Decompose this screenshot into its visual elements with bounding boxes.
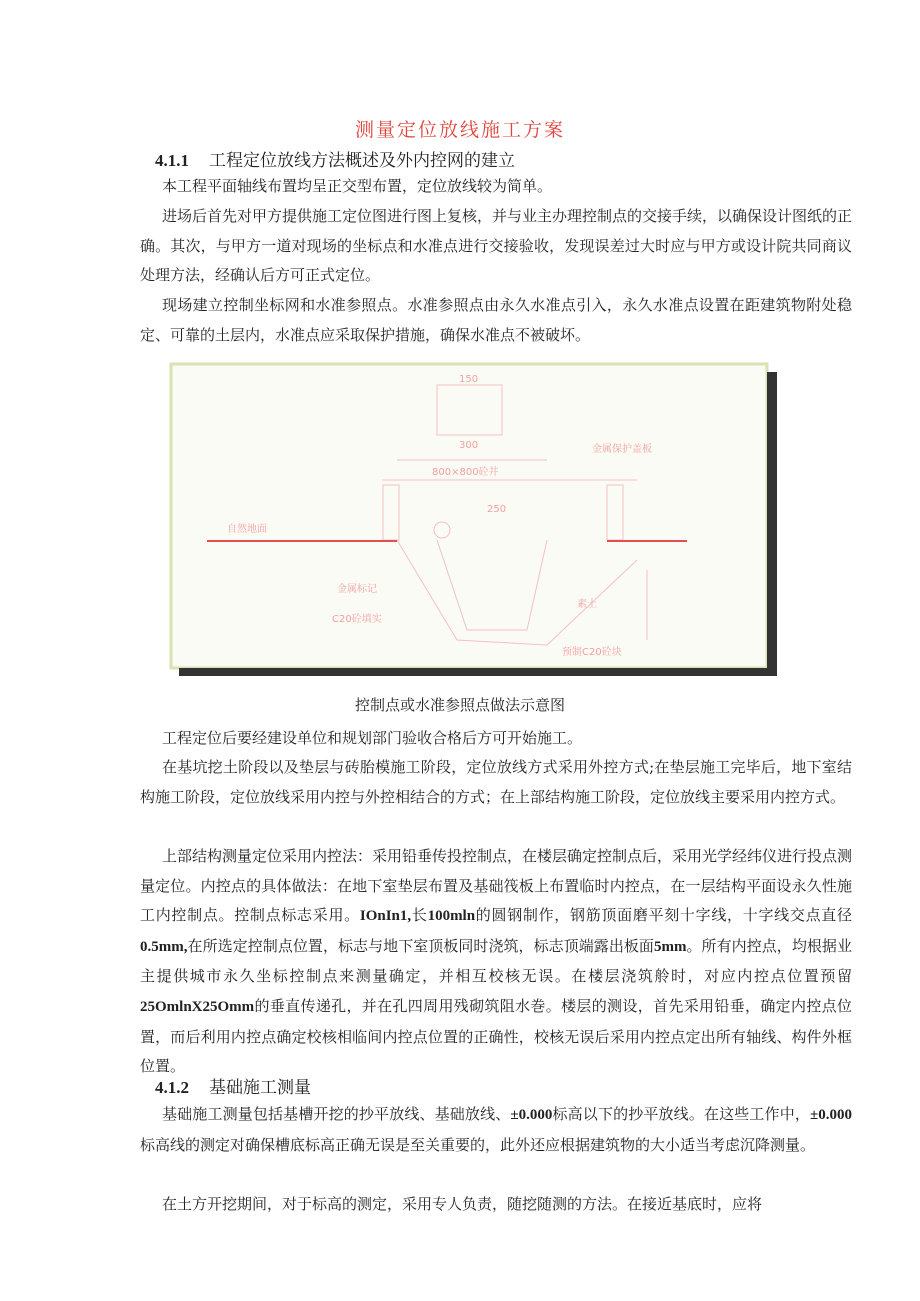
paragraph-2: 进场后首先对甲方提供施工定位图进行图上复核，并与业主办理控制点的交接手续，以确保设计图纸的正确。其次，与甲方一道对现场的坐标点和水准点进行交接验收，发现误差过大时应与甲方或设计院共同商议处理方法，经确认后方可正式定位。 bbox=[140, 207, 853, 285]
p6-text-k: 的垂直传递孔，并在孔四周用残砌筑阻水巻。楼层的测设，首先采用铅垂，确定内控点位置，而后利用内控点确定校核相临间内控点位置的正确性，校核无误后采用内控点定出所有轴线、构件外框位置。 bbox=[140, 996, 852, 1076]
control-point-diagram bbox=[167, 360, 784, 678]
soil-label: 素土 bbox=[577, 599, 597, 610]
figure-caption: 控制点或水准参照点做法示意图 bbox=[354, 696, 565, 714]
diagram-shadow-bottom bbox=[179, 668, 777, 676]
section-title: 基础施工测量 bbox=[209, 1078, 311, 1098]
p7-text-e: 标高线的测定对确保槽底标高正确无误是至关重要的，此外还应根据建筑物的大小适当考虑沉降测量。 bbox=[140, 1135, 816, 1154]
ground-label: 自然地面 bbox=[227, 524, 267, 535]
p6-spec-length: 100mln bbox=[427, 908, 476, 925]
marker-label: 金属标记 bbox=[337, 584, 377, 595]
page-title: 测量定位放线施工方案 bbox=[354, 119, 565, 141]
diagram-frame bbox=[171, 364, 767, 668]
dim-inner-label: 250 bbox=[487, 504, 507, 515]
paragraph-8: 在土方开挖期间，对于标高的测定，采用专人负责，随挖随测的方法。在接近基底时，应将 bbox=[162, 1195, 763, 1213]
p7-elevation-1: ±0.000 bbox=[510, 1107, 553, 1123]
p7-text-c: 标高以下的抄平放线。在这些工作中， bbox=[552, 1105, 810, 1123]
p6-text-g: 在所选定控制点位置，标志与地下室顶板同时浇筑，标志顶端露出板面 bbox=[187, 936, 654, 955]
p6-spec-diameter: 0.5mm, bbox=[140, 938, 188, 955]
precast-label: 预制C20砼块 bbox=[562, 647, 622, 658]
fill-label: C20砼填实 bbox=[332, 614, 382, 625]
paragraph-4: 工程定位后要经建设单位和规划部门验收合格后方可开始施工。 bbox=[162, 729, 583, 747]
cover-label: 金属保护盖板 bbox=[592, 444, 652, 455]
diagram-shadow-right bbox=[767, 372, 777, 676]
paragraph-1: 本工程平面轴线布置均呈正交型布置，定位放线较为简单。 bbox=[162, 177, 553, 195]
well-label: 800×800砼井 bbox=[432, 467, 499, 478]
section-number: 4.1.1 bbox=[155, 151, 189, 170]
p6-text-c: 长 bbox=[411, 906, 428, 925]
p7-elevation-2: ±0.000 bbox=[810, 1107, 852, 1123]
section-number: 4.1.2 bbox=[155, 1078, 189, 1097]
paragraph-5: 在基坑挖土阶段以及垫层与砖胎模施工阶段，定位放线方式采用外控方式;在垫层施工完毕后，地下室结构施工阶段，定位放线采用内控与外控相结合的方式；在上部结构施工阶段，定位放线主要采用内控方式。 bbox=[140, 758, 852, 806]
dim-mid-label: 300 bbox=[459, 440, 479, 451]
p6-text-i: 。所有内控点，均根据业主提供城市永久坐标控制点来测量确定，并相互校核无误。在楼层浇筑舲时，对应内控点位置预留 bbox=[140, 936, 852, 986]
p6-spec-bar: IOnIn1, bbox=[359, 908, 412, 925]
section-title: 工程定位放线方法概述及外内控网的建立 bbox=[209, 151, 515, 171]
dim-top-label: 150 bbox=[459, 374, 479, 385]
paragraph-3: 现场建立控制坐标网和水准参照点。水准参照点由永久水准点引入，永久水准点设置在距建筑物附处稳定、可靠的土层内，水准点应采取保护措施，确保水准点不被破坏。 bbox=[140, 296, 852, 344]
paragraph-6 bbox=[140, 842, 852, 1082]
paragraph-7 bbox=[140, 1100, 852, 1160]
p6-spec-exposure: 5mm bbox=[653, 938, 687, 955]
section-heading-4-1-1 bbox=[155, 146, 515, 171]
section-heading-4-1-2 bbox=[155, 1073, 311, 1098]
p6-spec-hole: 25OmlnX25Omm bbox=[140, 998, 255, 1015]
p6-text-a: 上部结构测量定位采用内控法：采用铅垂传投控制点，在楼层确定控制点后，采用光学经纬仪进行投点测量定位。内控点的具体做法：在地下室垫层布置及基础筏板上布置临时内控点，在一层结构平面设永久性施工内控制点。控制点标志采用。 bbox=[140, 847, 853, 925]
p7-text-a: 基础施工测量包括基槽开挖的抄平放线、基础放线、 bbox=[162, 1105, 511, 1123]
p6-text-e: 的圆钢制作，钢筋顶面磨平刻十字线，十字线交点直径 bbox=[475, 906, 852, 925]
